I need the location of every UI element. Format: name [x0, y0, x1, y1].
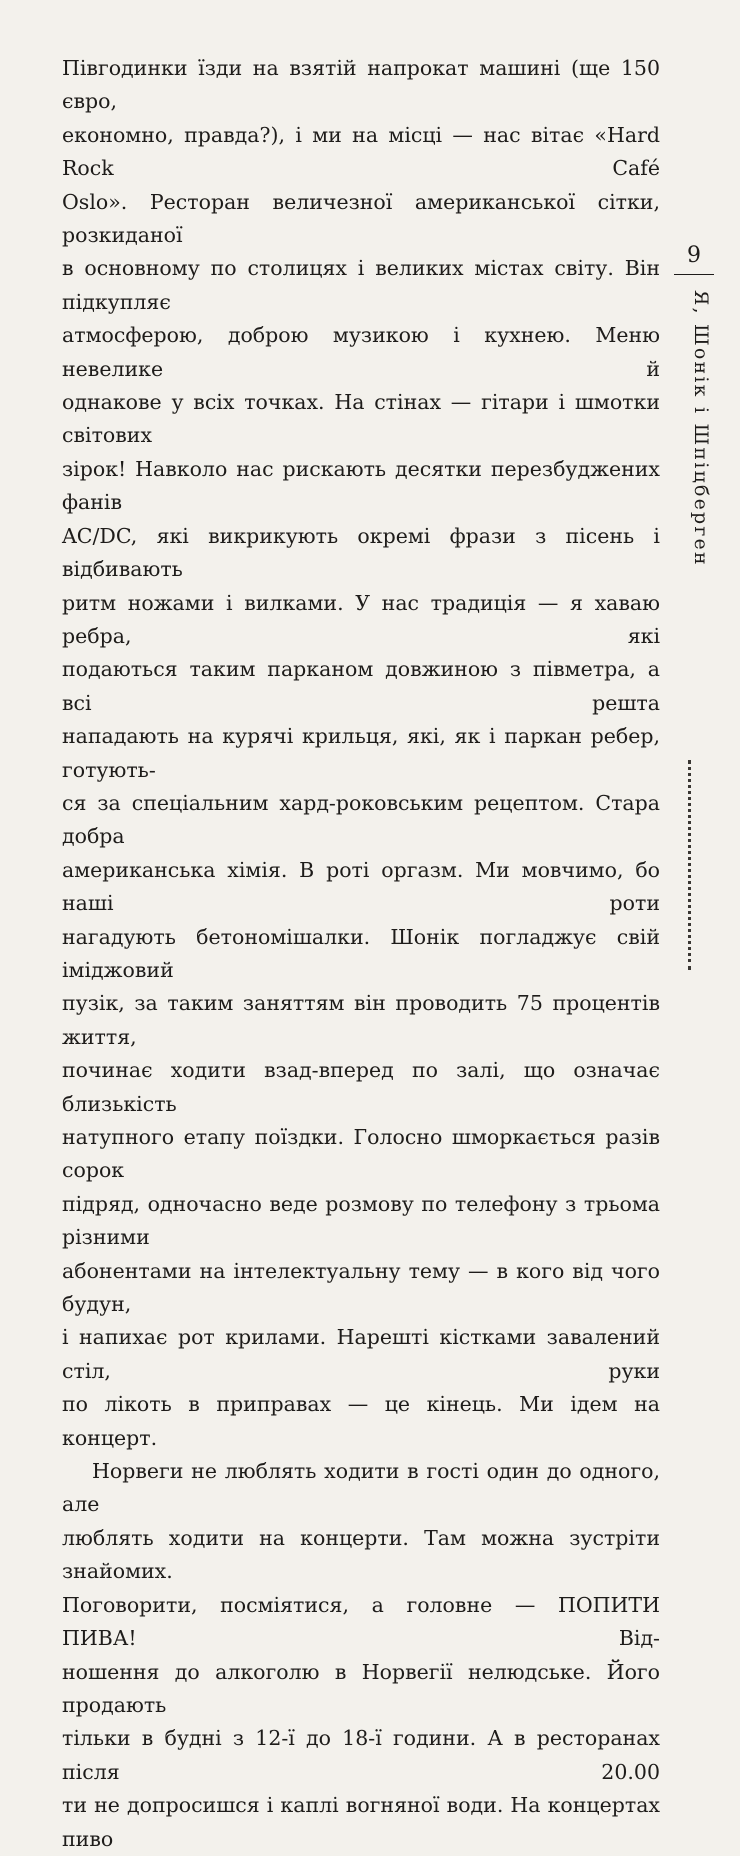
text-line: атмосферою, доброю музикою і кухнею. Меню невелике й	[62, 323, 660, 381]
text-line: Норвеги не люблять ходити в гості один до одного, але	[62, 1459, 660, 1517]
text-line: пузік, за таким заняттям він проводить 75 процентів життя,	[62, 991, 660, 1049]
paragraph-2	[62, 1455, 660, 1856]
text-line: однакове у всіх точках. На стінах — гітари і шмотки світових	[62, 390, 660, 448]
text-line: і напихає рот крилами. Нарешті кістками завалений стіл, руки	[62, 1325, 660, 1383]
text-line: ношення до алкоголю в Норвегії нелюдське. Його продають	[62, 1659, 660, 1717]
book-title: Я, Шонік і Шпіцберген	[690, 290, 712, 567]
text-line: Oslo». Ресторан величезної американської сітки, розкиданої	[62, 189, 660, 248]
paragraph-1	[62, 52, 660, 1455]
header-rule	[674, 274, 714, 275]
text-line: нагадують бетономішалки. Шонік погладжує свій іміджовий	[62, 924, 660, 982]
text-line: люблять ходити на концерти. Там можна зустріти знайомих.	[62, 1525, 660, 1584]
text-line: економно, правда?), і ми на місці — нас вітає «Hard Rock Café	[62, 122, 660, 181]
text-line: Поговорити, посміятися, а головне — ПОПИТИ ПИВА! Від-	[62, 1592, 660, 1651]
text-line: тільки в будні з 12-ї до 18-ї години. А в ресторанах після 20.00	[62, 1726, 660, 1784]
page-number: 9	[687, 243, 701, 268]
text-line: підряд, одночасно веде розмову по телефону з трьома різними	[62, 1191, 660, 1250]
text-line: американська хімія. В роті оргазм. Ми мовчимо, бо наші роти	[62, 857, 660, 916]
text-line: подаються таким парканом довжиною з півметра, а всі решта	[62, 657, 660, 715]
text-line: натупного етапу поїздки. Голосно шморкається разів сорок	[62, 1125, 660, 1183]
text-line: ся за спеціальним хард-роковським рецептом. Стара добра	[62, 790, 660, 849]
body-text	[62, 52, 660, 1856]
dotted-leader	[688, 760, 691, 970]
text-line: в основному по столицях і великих містах світу. Він підкупляє	[62, 256, 660, 314]
text-line: починає ходити взад-вперед по залі, що означає близькість	[62, 1058, 660, 1116]
text-line: зірок! Навколо нас рискають десятки перезбуджених фанів	[62, 456, 660, 515]
text-line: Півгодинки їзди на взятій напрокат машині (ще 150 євро,	[62, 56, 660, 114]
text-line: ти не допросишся і каплі вогняної води. На концертах пиво	[62, 1793, 660, 1851]
text-line: по лікоть в приправах — це кінець. Ми ідем на концерт.	[62, 1392, 660, 1450]
text-line: AC/DC, які викрикують окремі фрази з пісень і відбивають	[62, 523, 660, 582]
text-line: ритм ножами і вилками. У нас традиція — я хаваю ребра, які	[62, 590, 660, 648]
running-head	[666, 240, 728, 990]
text-line: нападають на курячі крильця, які, як і паркан ребер, готують-	[62, 724, 660, 782]
text-line: абонентами на інтелектуальну тему — в кого від чого будун,	[62, 1258, 660, 1317]
